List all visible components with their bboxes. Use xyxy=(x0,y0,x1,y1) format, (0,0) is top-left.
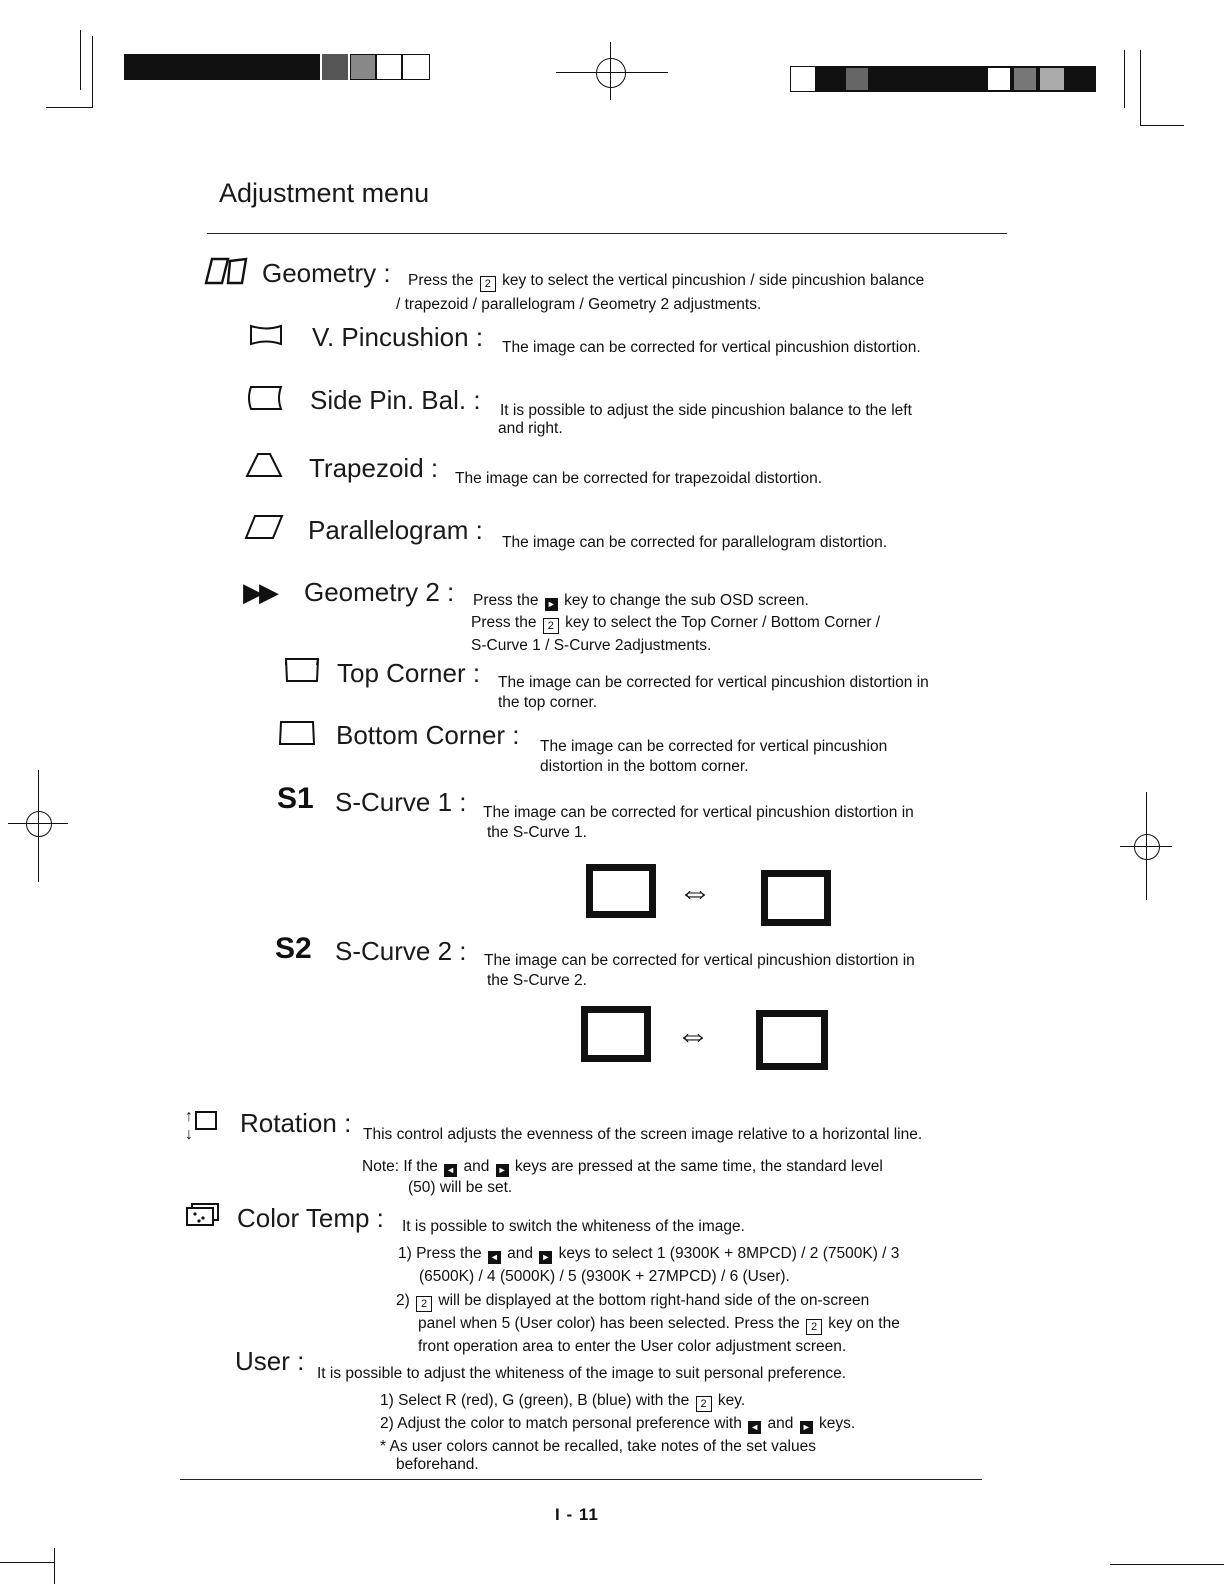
s-curve1-desc: The image can be corrected for vertical pincushion distortion in xyxy=(483,804,914,821)
screen-after-icon xyxy=(761,870,831,926)
key-2-icon: 2 xyxy=(543,618,559,634)
user-item1: 1) Select R (red), G (green), B (blue) with the 2 key. xyxy=(380,1392,746,1410)
rotation-arrows-icon: ↑ ↓ xyxy=(185,1108,207,1143)
geometry2-line3: S-Curve 1 / S-Curve 2adjustments. xyxy=(471,637,712,654)
s-curve2-label: S-Curve 2 : xyxy=(335,936,467,966)
left-key-icon: ◄ xyxy=(444,1164,457,1177)
key-2-icon: 2 xyxy=(480,276,496,292)
s1-badge: S1 xyxy=(277,782,314,815)
bottom-corner-icon xyxy=(277,719,317,747)
rotation-desc: This control adjusts the evenness of the screen image relative to a horizontal line. xyxy=(363,1126,923,1143)
rotation-label: Rotation : xyxy=(240,1108,352,1138)
top-corner-desc: The image can be corrected for vertical pincushion distortion in xyxy=(498,674,929,691)
color-temp-item2-line3: front operation area to enter the User color adjustment screen. xyxy=(418,1338,847,1355)
screen-before-icon xyxy=(581,1006,651,1062)
swap-arrow-icon: ⇔ xyxy=(676,1016,710,1054)
rotation-note: Note: If the ◄ and ► keys are pressed at the same time, the standard level xyxy=(362,1158,883,1175)
right-key-icon: ► xyxy=(800,1421,813,1434)
rotation-note-line2: (50) will be set. xyxy=(408,1179,513,1196)
user-label: User : xyxy=(235,1346,305,1376)
user-item3: * As user colors cannot be recalled, take notes of the set values xyxy=(380,1438,816,1455)
title-rule xyxy=(207,233,1007,234)
side-pin-icon xyxy=(245,384,285,412)
color-temp-item1-line2: (6500K) / 4 (5000K) / 5 (9300K + 27MPCD) / 6 (User). xyxy=(419,1268,790,1285)
user-item3-line2: beforehand. xyxy=(396,1456,479,1473)
color-temp-item2-line2: panel when 5 (User color) has been selected. Press the 2 key on the xyxy=(418,1315,900,1333)
swap-arrow-icon: ⇔ xyxy=(678,873,712,911)
v-pincushion-desc: The image can be corrected for vertical pincushion distortion. xyxy=(502,339,921,356)
side-pin-desc-line2: and right. xyxy=(498,420,563,437)
page-number: I - 11 xyxy=(555,1505,599,1524)
right-key-icon: ► xyxy=(496,1164,509,1177)
geometry2-line1: Press the ► key to change the sub OSD screen. xyxy=(473,592,809,609)
trapezoid-desc: The image can be corrected for trapezoidal distortion. xyxy=(455,470,823,487)
parallelogram-desc: The image can be corrected for parallelogram distortion. xyxy=(502,534,888,551)
key-2-icon: 2 xyxy=(696,1396,712,1412)
parallelogram-icon xyxy=(243,513,285,541)
left-key-icon: ◄ xyxy=(748,1421,761,1434)
key-2-icon: 2 xyxy=(416,1296,432,1312)
s-curve2-desc-line2: the S-Curve 2. xyxy=(487,972,587,989)
s-curve1-desc-line2: the S-Curve 1. xyxy=(487,824,587,841)
v-pincushion-icon xyxy=(248,323,284,347)
rotation-icon xyxy=(185,1108,231,1143)
s-curve2-desc: The image can be corrected for vertical pincushion distortion in xyxy=(484,952,915,969)
page-title: Adjustment menu xyxy=(219,178,430,208)
parallelogram-label: Parallelogram : xyxy=(308,515,483,545)
bottom-corner-desc: The image can be corrected for vertical pincushion xyxy=(540,738,888,755)
color-temp-label: Color Temp : xyxy=(237,1203,384,1233)
bottom-corner-desc-line2: distortion in the bottom corner. xyxy=(540,758,749,775)
side-pin-label: Side Pin. Bal. : xyxy=(310,385,481,415)
color-temp-icon xyxy=(184,1201,224,1227)
top-corner-label: Top Corner : xyxy=(337,658,481,688)
color-temp-item2: 2) 2 will be displayed at the bottom right-hand side of the on-screen xyxy=(396,1292,870,1310)
screen-after-icon xyxy=(756,1010,828,1070)
right-key-icon: ► xyxy=(545,598,558,611)
user-desc: It is possible to adjust the whiteness of the image to suit personal preference. xyxy=(317,1365,847,1382)
trapezoid-icon xyxy=(244,451,284,479)
right-key-icon: ► xyxy=(539,1251,552,1264)
bottom-corner-label: Bottom Corner : xyxy=(336,720,520,750)
side-pin-desc: It is possible to adjust the side pincushion balance to the left xyxy=(500,402,912,419)
v-pincushion-label: V. Pincushion : xyxy=(312,322,484,352)
color-temp-item1: 1) Press the ◄ and ► keys to select 1 (9300K + 8MPCD) / 2 (7500K) / 3 xyxy=(398,1245,900,1262)
top-corner-desc-line2: the top corner. xyxy=(498,694,598,711)
s-curve1-label: S-Curve 1 : xyxy=(335,787,467,817)
geometry2-label: Geometry 2 : xyxy=(304,577,455,607)
key-2-icon: 2 xyxy=(806,1319,822,1335)
user-item2: 2) Adjust the color to match personal preference with ◄ and ► keys. xyxy=(380,1415,856,1432)
geometry-label: Geometry : xyxy=(262,258,391,288)
geometry-icon xyxy=(204,256,250,286)
s2-badge: S2 xyxy=(275,932,312,965)
screen-before-icon xyxy=(586,864,656,918)
top-corner-icon xyxy=(283,656,321,684)
left-key-icon: ◄ xyxy=(488,1251,501,1264)
color-temp-desc: It is possible to switch the whiteness of the image. xyxy=(402,1218,745,1235)
footer-rule xyxy=(180,1479,982,1480)
geometry2-line2: Press the 2 key to select the Top Corner / Bottom Corner / xyxy=(471,614,881,632)
geometry-desc: Press the 2 key to select the vertical pincushion / side pincushion balance xyxy=(408,272,925,290)
play-arrows-icon: ▶▶ xyxy=(243,577,275,607)
geometry-desc-line2: / trapezoid / parallelogram / Geometry 2 adjustments. xyxy=(396,296,762,313)
trapezoid-label: Trapezoid : xyxy=(309,453,439,483)
